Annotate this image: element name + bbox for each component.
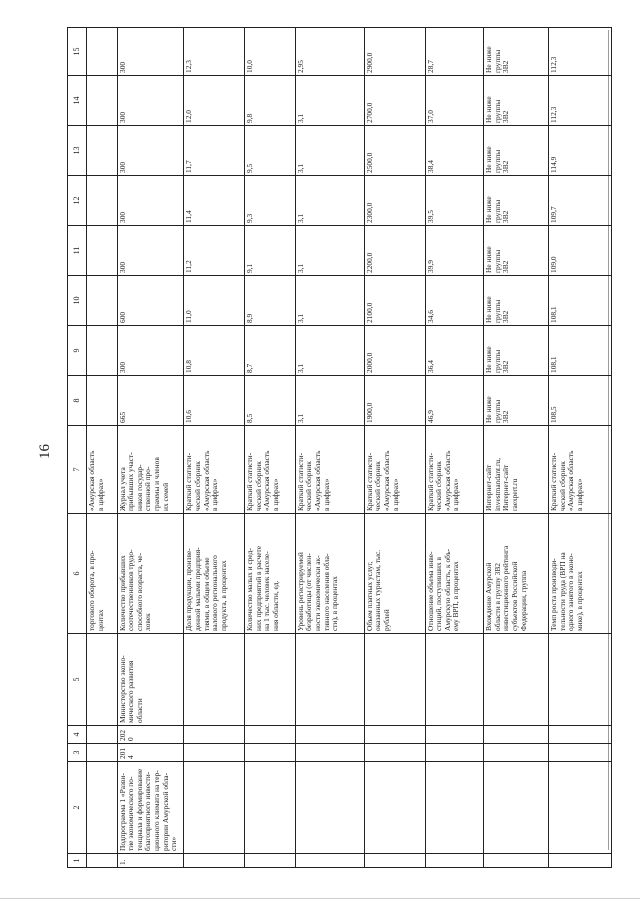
column-number: 13: [68, 126, 87, 176]
indicator-value: 300: [117, 326, 184, 376]
indicator-value: 108,5: [549, 376, 612, 426]
indicator-value: Не ниже группы 3В2: [484, 176, 549, 226]
page-number: 16: [37, 444, 53, 459]
indicator-rows: [117, 28, 611, 868]
empty-cell: [484, 762, 549, 854]
subprogram-end-year: 2020: [117, 726, 184, 744]
table-row: [364, 28, 425, 868]
table-row: [295, 28, 364, 868]
empty-cell: [549, 854, 612, 868]
indicator-value: 11,0: [184, 276, 245, 326]
empty-cell: [245, 762, 296, 854]
indicator-value: 12,0: [184, 76, 245, 126]
indicator-value: 2200,0: [364, 226, 425, 276]
column-number: 15: [68, 28, 87, 76]
indicator-value: 12,3: [184, 28, 245, 76]
empty-cell: [364, 854, 425, 868]
empty-cell: [549, 762, 612, 854]
subprogram-name: Подпрограмма 1 «Разви- тие экономического по- тенциала и формирование благоприятного инвести- ционного климата на тер- ритории Амурской обла- сти»: [117, 762, 184, 854]
indicator-value: 300: [117, 76, 184, 126]
indicator-value: 9,3: [245, 176, 296, 226]
indicator-name: Количество прибывших соотечественников трудо- способного возраста, че- ловек: [117, 514, 184, 634]
continued-row: [87, 28, 117, 868]
indicator-value: 112,3: [549, 28, 612, 76]
indicator-value: 2700,0: [364, 76, 425, 126]
indicator-source: Краткий статисти- ческий сборник «Амурская область в цифрах»: [425, 426, 484, 514]
indicator-value: 2,95: [295, 28, 364, 76]
indicator-value: 3,1: [295, 176, 364, 226]
column-number: 3: [68, 744, 87, 762]
indicator-value: 1900,0: [364, 376, 425, 426]
indicator-value: 300: [117, 176, 184, 226]
indicator-value: 37,0: [425, 76, 484, 126]
empty-cell: [245, 634, 296, 726]
column-number: 8: [68, 376, 87, 426]
subprogram-number: 1.: [117, 854, 184, 868]
empty-cell: [484, 726, 549, 744]
indicator-value: 8,9: [245, 276, 296, 326]
indicator-value: 2900,0: [364, 28, 425, 76]
indicator-source: Краткий статисти- ческий сборник «Амурская область в цифрах»: [184, 426, 245, 514]
table-row: [484, 28, 549, 868]
scan-bottom-edge: [0, 898, 640, 899]
column-number: 2: [68, 762, 87, 854]
indicator-value: 9,1: [245, 226, 296, 276]
empty-cell: [364, 762, 425, 854]
indicator-value: 2300,0: [364, 176, 425, 226]
empty-cell: [484, 744, 549, 762]
column-number: 9: [68, 326, 87, 376]
indicator-name: Количество малых и сред- них предприятий в расчете на 1 тыс. человек населе- ния области, ед.: [245, 514, 296, 634]
column-number: 11: [68, 226, 87, 276]
indicator-value: 38,4: [425, 126, 484, 176]
indicator-name: торгового оборота, в про- центах: [87, 514, 117, 634]
empty-cell: [425, 854, 484, 868]
indicator-value: 3,1: [295, 226, 364, 276]
indicator-name: Уровень регистрируемой безработицы (от числен- ности экономически ак- тивного населения обла- сти), в процентах: [295, 514, 364, 634]
indicator-value: 2500,0: [364, 126, 425, 176]
column-number-row: [68, 28, 87, 868]
indicator-value: 34,6: [425, 276, 484, 326]
column-number: 4: [68, 726, 87, 744]
table-row: [245, 28, 296, 868]
indicator-value: 46,9: [425, 376, 484, 426]
empty-cell: [425, 634, 484, 726]
indicator-value: 28,7: [425, 28, 484, 76]
empty-cell: [549, 726, 612, 744]
indicator-name: Доля продукции, произве- денной малыми предприя- тиями, в общем объеме валового регионального продукта, в процентах: [184, 514, 245, 634]
empty-cell: [425, 744, 484, 762]
indicator-value: 300: [117, 226, 184, 276]
indicator-value: Не ниже группы 3В2: [484, 276, 549, 326]
indicator-value: 9,8: [245, 76, 296, 126]
indicator-value: 36,4: [425, 326, 484, 376]
empty-cell: [364, 634, 425, 726]
table-row: [549, 28, 612, 868]
indicator-value: 3,1: [295, 76, 364, 126]
empty-cell: [425, 726, 484, 744]
indicator-source: Журнал учета прибывших участ- ников государ- ственной про- граммы и членов их семей: [117, 426, 184, 514]
empty-cell: [184, 744, 245, 762]
column-number: 5: [68, 634, 87, 726]
indicator-value: 109,0: [549, 226, 612, 276]
column-number: 1: [68, 854, 87, 868]
indicator-value: 39,9: [425, 226, 484, 276]
indicator-name: Вхождение Амурской области в группу 3В2 инвестиционного рейтинга субъектов Российской Федерации, группа: [484, 514, 549, 634]
indicator-value: 300: [117, 126, 184, 176]
indicators-table: [67, 27, 612, 868]
indicator-value: 8,5: [245, 376, 296, 426]
indicator-value: 3,1: [295, 126, 364, 176]
indicator-value: Не ниже группы 3В2: [484, 226, 549, 276]
empty-cell: [184, 854, 245, 868]
indicator-value: 2100,0: [364, 276, 425, 326]
indicator-value: 10,6: [184, 376, 245, 426]
indicator-value: 2000,0: [364, 326, 425, 376]
empty-cell: [184, 634, 245, 726]
empty-cell: [364, 726, 425, 744]
indicator-source: Краткий статисти- ческий сборник «Амурская область в цифрах»: [295, 426, 364, 514]
table-row: [425, 28, 484, 868]
indicator-value: Не ниже группы 3В2: [484, 376, 549, 426]
indicator-name: Темп роста производи- тельности труда (ВРП на одного занятого в эконо- мике), в процентах: [549, 514, 612, 634]
indicator-source: Краткий статисти- ческий сборник «Амурская область в цифрах»: [364, 426, 425, 514]
indicator-value: 11,4: [184, 176, 245, 226]
empty-cell: [295, 744, 364, 762]
indicator-value: Не ниже группы 3В2: [484, 126, 549, 176]
indicator-value: Не ниже группы 3В2: [484, 326, 549, 376]
indicator-source: Краткий статисти- ческий сборник «Амурская область в цифрах»: [245, 426, 296, 514]
empty-cell: [245, 854, 296, 868]
indicator-value: 9,5: [245, 126, 296, 176]
indicator-value: 11,2: [184, 226, 245, 276]
indicator-value: 665: [117, 376, 184, 426]
indicator-value: Не ниже группы 3В2: [484, 28, 549, 76]
empty-cell: [245, 726, 296, 744]
column-number: 14: [68, 76, 87, 126]
empty-cell: [295, 854, 364, 868]
indicator-value: 8,7: [245, 326, 296, 376]
indicator-value: 300: [117, 28, 184, 76]
column-number: 7: [68, 426, 87, 514]
empty-cell: [184, 726, 245, 744]
indicator-value: 108,1: [549, 276, 612, 326]
subprogram-executor: Министерство эконо- мического развития области: [117, 634, 184, 726]
empty-cell: [295, 762, 364, 854]
indicator-value: Не ниже группы 3В2: [484, 76, 549, 126]
empty-cell: [245, 744, 296, 762]
indicator-value: 3,1: [295, 276, 364, 326]
table-row: [117, 28, 184, 868]
indicator-source: Интернет-сайт investmandant.ru, Интернет-сайт raexpert.ru: [484, 426, 549, 514]
indicator-source: «Амурская область в цифрах»: [87, 426, 117, 514]
indicator-value: 600: [117, 276, 184, 326]
indicator-value: 108,1: [549, 326, 612, 376]
indicator-value: 114,9: [549, 126, 612, 176]
empty-cell: [425, 762, 484, 854]
empty-cell: [295, 634, 364, 726]
empty-cell: [484, 634, 549, 726]
column-number: 12: [68, 176, 87, 226]
subprogram-start-year: 2014: [117, 744, 184, 762]
indicator-value: 3,1: [295, 326, 364, 376]
indicator-value: 3,1: [295, 376, 364, 426]
column-number: 10: [68, 276, 87, 326]
empty-cell: [184, 762, 245, 854]
indicator-value: 39,5: [425, 176, 484, 226]
empty-cell: [549, 744, 612, 762]
indicator-value: 109,7: [549, 176, 612, 226]
empty-cell: [549, 634, 612, 726]
empty-cell: [484, 854, 549, 868]
indicator-name: Объем платных услуг, оказанных туристам, тыс. рублей: [364, 514, 425, 634]
table-row: [184, 28, 245, 868]
rotated-table-wrapper: [67, 28, 612, 868]
indicator-source: Краткий статисти- ческий сборник «Амурская область в цифрах»: [549, 426, 612, 514]
indicator-value: 11,7: [184, 126, 245, 176]
indicator-name: Отношение объема инве- стиций, поступивших в Амурскую область, к объ- ему ВРП, в процентах: [425, 514, 484, 634]
column-number: 6: [68, 514, 87, 634]
indicator-value: 10,8: [184, 326, 245, 376]
indicator-value: 112,3: [549, 76, 612, 126]
indicator-value: 10,0: [245, 28, 296, 76]
empty-cell: [295, 726, 364, 744]
empty-cell: [364, 744, 425, 762]
